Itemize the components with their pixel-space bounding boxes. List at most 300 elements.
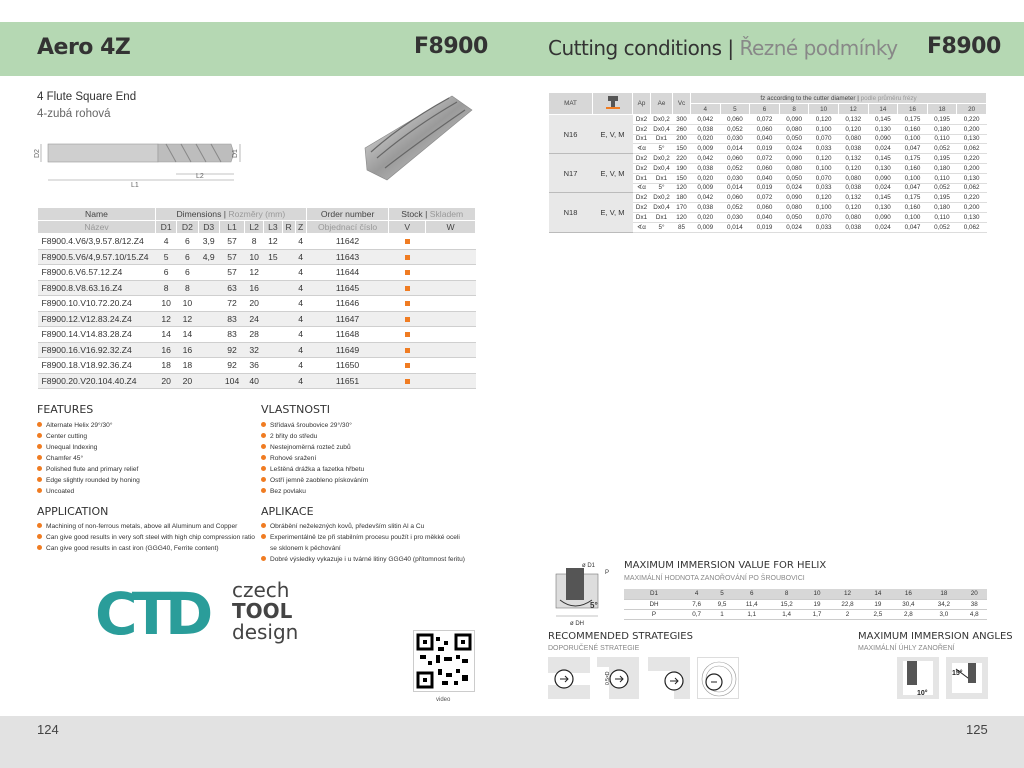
- dim-d3: [198, 373, 219, 389]
- qr-code-icon: [418, 635, 470, 687]
- features-list: [37, 420, 140, 497]
- table-row: [549, 154, 987, 164]
- order-number: 11650: [306, 358, 389, 374]
- dim-d1: 6: [156, 265, 177, 281]
- list-item: Rohové sražení: [261, 453, 368, 464]
- table-row: [38, 327, 476, 343]
- immersion-title: MAXIMUM IMMERSION VALUE FOR HELIX: [624, 560, 827, 571]
- dim-l1: 72: [219, 296, 244, 312]
- table-row: [38, 280, 476, 296]
- stock-w: [426, 342, 476, 358]
- header-order: Order number: [306, 208, 389, 221]
- left-title: Aero 4Z: [37, 35, 131, 60]
- immersion-value: 18: [926, 589, 962, 599]
- ramp-angle-icon: [897, 657, 939, 699]
- col-d2: D2: [177, 221, 198, 234]
- dim-d3: [198, 327, 219, 343]
- ap-value: Dx2: [633, 163, 651, 173]
- fz-value: 0,132: [838, 154, 868, 164]
- diag-dh-label: ø DH: [570, 621, 584, 627]
- dim-l1: 57: [219, 249, 244, 265]
- immersion-value: 2: [830, 609, 866, 619]
- list-item: Center cutting: [37, 431, 140, 442]
- list-item: Nestejnoměrná rozteč zubů: [261, 442, 368, 453]
- ae-value: Dx0,4: [651, 163, 673, 173]
- order-number: 11642: [306, 234, 389, 250]
- list-item: Chamfer 45°: [37, 453, 140, 464]
- fz-value: 0,110: [927, 212, 957, 222]
- dim-z: 4: [295, 249, 306, 265]
- table-row: [38, 296, 476, 312]
- dim-d1: 12: [156, 311, 177, 327]
- dim-d3: 3,9: [198, 234, 219, 250]
- machine-icon: [605, 96, 621, 110]
- dim-d1: 4: [156, 234, 177, 250]
- ap-value: ∢α: [633, 222, 651, 232]
- fz-value: 0,030: [720, 134, 750, 144]
- immersion-label: D1: [624, 589, 684, 599]
- fz-value: 0,100: [809, 124, 839, 134]
- table-row: [549, 115, 987, 125]
- fz-value: 0,050: [779, 173, 809, 183]
- dim-l2: 16: [245, 280, 264, 296]
- fz-value: 0,200: [957, 163, 987, 173]
- stock-v: [389, 234, 426, 250]
- fz-value: 0,009: [691, 144, 721, 154]
- fz-value: 0,100: [898, 212, 928, 222]
- subtitle-en: 4 Flute Square End: [37, 91, 137, 103]
- immersion-value: 1,4: [769, 609, 805, 619]
- fz-value: 0,072: [750, 193, 780, 203]
- dim-d1: 16: [156, 342, 177, 358]
- fz-value: 0,038: [691, 203, 721, 213]
- dim-d2: 6: [177, 265, 198, 281]
- logo-line-tool: TOOL: [232, 599, 293, 623]
- material-group: N17: [549, 154, 593, 193]
- dim-d3: [198, 280, 219, 296]
- col-l2: L2: [245, 221, 264, 234]
- strategy-helical-icon: [698, 658, 740, 700]
- dim-l1: 63: [219, 280, 244, 296]
- table-row: [38, 311, 476, 327]
- col-d1: D1: [156, 221, 177, 234]
- immersion-value: 2,8: [891, 609, 927, 619]
- product-name: F8900.20.V20.104.40.Z4: [38, 373, 156, 389]
- strategy-side-milling: [597, 657, 639, 699]
- stock-w: [426, 296, 476, 312]
- fz-value: 0,120: [809, 115, 839, 125]
- qr-caption: video: [436, 697, 451, 703]
- stock-w: [426, 358, 476, 374]
- fz-value: 0,062: [957, 183, 987, 193]
- fz-value: 0,070: [809, 212, 839, 222]
- stock-w: [426, 327, 476, 343]
- stock-w: [426, 265, 476, 281]
- dim-z: 4: [295, 265, 306, 281]
- list-item: se sklonem k pěchování: [270, 545, 341, 552]
- fz-value: 0,120: [838, 163, 868, 173]
- fz-value: 0,024: [779, 144, 809, 154]
- ap-value: Dx1: [633, 134, 651, 144]
- header-ap: Ap: [633, 93, 651, 115]
- ae-value: 5°: [651, 144, 673, 154]
- table-row: [38, 249, 476, 265]
- dim-z: 4: [295, 234, 306, 250]
- dim-d3: 4,9: [198, 249, 219, 265]
- fz-value: 0,195: [927, 154, 957, 164]
- fz-value: 0,120: [809, 193, 839, 203]
- fz-value: 0,030: [720, 212, 750, 222]
- dim-d2: 14: [177, 327, 198, 343]
- fz-value: 0,090: [779, 193, 809, 203]
- fz-value: 0,024: [779, 183, 809, 193]
- immersion-value: 1: [709, 609, 734, 619]
- product-name: F8900.6.V6.57.12.Z4: [38, 265, 156, 281]
- fz-value: 0,195: [927, 193, 957, 203]
- fz-value: 0,130: [957, 173, 987, 183]
- strategies-title: RECOMMENDED STRATEGIES: [548, 631, 693, 642]
- in-stock-icon: [405, 348, 410, 353]
- dim-l2: 32: [245, 342, 264, 358]
- fz-value: 0,052: [927, 144, 957, 154]
- fz-value: 0,160: [898, 203, 928, 213]
- fz-value: 0,060: [750, 124, 780, 134]
- order-number: 11643: [306, 249, 389, 265]
- header-machine-icon: [593, 93, 633, 115]
- immersion-value: 16: [891, 589, 927, 599]
- fz-value: 0,038: [691, 163, 721, 173]
- stock-v: [389, 373, 426, 389]
- immersion-value: 14: [865, 589, 890, 599]
- qr-code[interactable]: [413, 630, 475, 692]
- dim-d2: 6: [177, 249, 198, 265]
- fz-value: 0,080: [838, 173, 868, 183]
- immersion-value: 7,6: [684, 599, 709, 609]
- vc-value: 85: [673, 222, 691, 232]
- fz-value: 0,024: [868, 183, 898, 193]
- in-stock-icon: [405, 286, 410, 291]
- dim-d2: 18: [177, 358, 198, 374]
- tool-drawing: [36, 132, 246, 190]
- fz-value: 0,014: [720, 222, 750, 232]
- immersion-value: 19: [865, 599, 890, 609]
- immersion-value: 5: [709, 589, 734, 599]
- product-name: F8900.4.V6/3,9.57.8/12.Z4: [38, 234, 156, 250]
- immersion-value: 12: [830, 589, 866, 599]
- aplikace-title: APLIKACE: [261, 505, 314, 518]
- dim-r: [282, 373, 295, 389]
- fz-value: 0,014: [720, 144, 750, 154]
- strategy-slot-icon: [548, 657, 590, 699]
- fz-value: 0,019: [750, 183, 780, 193]
- header-name: Name: [38, 208, 156, 221]
- immersion-value: 22,8: [830, 599, 866, 609]
- ap-value: Dx2: [633, 124, 651, 134]
- stock-w: [426, 249, 476, 265]
- fz-value: 0,145: [868, 193, 898, 203]
- fz-value: 0,080: [838, 134, 868, 144]
- list-item: Alternate Helix 29°/30°: [37, 420, 140, 431]
- fz-value: 0,072: [750, 154, 780, 164]
- immersion-value: 6: [735, 589, 769, 599]
- dim-r: [282, 342, 295, 358]
- header-order-cz: Objednací číslo: [306, 221, 389, 234]
- fz-value: 0,052: [720, 124, 750, 134]
- fz-value: 0,009: [691, 183, 721, 193]
- ap-value: Dx1: [633, 212, 651, 222]
- immersion-value: 2,5: [865, 609, 890, 619]
- stock-v: [389, 311, 426, 327]
- order-number: 11644: [306, 265, 389, 281]
- fz-value: 0,060: [750, 163, 780, 173]
- diameter-header: 5: [720, 104, 750, 115]
- right-product-code: F8900: [927, 34, 1001, 59]
- immersion-value: 34,2: [926, 599, 962, 609]
- logo-text: [232, 580, 298, 643]
- fz-value: 0,100: [809, 203, 839, 213]
- ae-value: 5°: [651, 183, 673, 193]
- fz-value: 0,175: [898, 193, 928, 203]
- dim-r: [282, 327, 295, 343]
- stock-v: [389, 296, 426, 312]
- fz-value: 0,080: [838, 212, 868, 222]
- stock-w: [426, 280, 476, 296]
- l1-label: L1: [131, 182, 139, 189]
- diameter-header: 18: [927, 104, 957, 115]
- immersion-value: 0,7: [684, 609, 709, 619]
- fz-value: 0,200: [957, 124, 987, 134]
- table-row: [38, 373, 476, 389]
- diameter-header: 14: [868, 104, 898, 115]
- dim-d2: 8: [177, 280, 198, 296]
- ae-value: Dx0,2: [651, 154, 673, 164]
- fz-value: 0,130: [868, 203, 898, 213]
- features-title: FEATURES: [37, 403, 94, 416]
- fz-value: 0,220: [957, 193, 987, 203]
- vc-value: 180: [673, 193, 691, 203]
- fz-value: 0,030: [720, 173, 750, 183]
- fz-value: 0,024: [868, 144, 898, 154]
- dim-r: [282, 249, 295, 265]
- in-stock-icon: [405, 379, 410, 384]
- fz-value: 0,033: [809, 183, 839, 193]
- dim-r: [282, 234, 295, 250]
- vc-value: 170: [673, 203, 691, 213]
- immersion-value: 19: [804, 599, 829, 609]
- dim-l2: 12: [245, 265, 264, 281]
- subtitle-cz: 4-zubá rohová: [37, 108, 111, 120]
- dim-l3: [264, 327, 283, 343]
- in-stock-icon: [405, 301, 410, 306]
- angle-a-label: 10°: [917, 690, 928, 697]
- immersion-value: 1,1: [735, 609, 769, 619]
- dim-d3: [198, 265, 219, 281]
- fz-value: 0,090: [779, 115, 809, 125]
- list-item: Machining of non-ferrous metals, above all Aluminum and Copper: [37, 521, 255, 532]
- diameter-header: 20: [957, 104, 987, 115]
- in-stock-icon: [405, 332, 410, 337]
- fz-value: 0,042: [691, 193, 721, 203]
- dim-l3: [264, 280, 283, 296]
- vc-value: 300: [673, 115, 691, 125]
- ae-value: Dx1: [651, 134, 673, 144]
- ae-value: Dx1: [651, 173, 673, 183]
- fz-value: 0,062: [957, 144, 987, 154]
- product-name: F8900.8.V8.63.16.Z4: [38, 280, 156, 296]
- in-stock-icon: [405, 239, 410, 244]
- immersion-value: 4,8: [962, 609, 987, 619]
- fz-value: 0,100: [898, 134, 928, 144]
- fz-value: 0,180: [927, 203, 957, 213]
- diameter-header: 16: [898, 104, 928, 115]
- fz-value: 0,220: [957, 154, 987, 164]
- table-row: [624, 609, 987, 619]
- dim-l2: 8: [245, 234, 264, 250]
- order-number: 11648: [306, 327, 389, 343]
- ae-value: Dx1: [651, 212, 673, 222]
- fz-value: 0,090: [868, 173, 898, 183]
- order-number: 11651: [306, 373, 389, 389]
- fz-value: 0,020: [691, 212, 721, 222]
- fz-value: 0,042: [691, 154, 721, 164]
- list-item: Unequal Indexing: [37, 442, 140, 453]
- fz-value: 0,040: [750, 134, 780, 144]
- dim-l1: 83: [219, 311, 244, 327]
- dim-z: 4: [295, 280, 306, 296]
- dim-d1: 10: [156, 296, 177, 312]
- diameter-header: 10: [809, 104, 839, 115]
- fz-value: 0,080: [779, 163, 809, 173]
- header-nazev: Název: [38, 221, 156, 234]
- page-number-right: 125: [966, 722, 988, 737]
- header-ae: Ae: [651, 93, 673, 115]
- ae-value: 5°: [651, 222, 673, 232]
- dim-r: [282, 358, 295, 374]
- list-item: Uncoated: [37, 486, 140, 497]
- dim-r: [282, 280, 295, 296]
- immersion-value: 15,2: [769, 599, 805, 609]
- vc-value: 150: [673, 144, 691, 154]
- table-row: [624, 599, 987, 609]
- dim-z: 4: [295, 296, 306, 312]
- ap-value: Dx2: [633, 203, 651, 213]
- fz-value: 0,145: [868, 154, 898, 164]
- dim-z: 4: [295, 327, 306, 343]
- ctd-logo: [95, 580, 225, 648]
- table-row: [38, 342, 476, 358]
- col-d3: D3: [198, 221, 219, 234]
- dim-l3: [264, 373, 283, 389]
- fz-value: 0,019: [750, 144, 780, 154]
- angle-b-label: 15°: [952, 670, 963, 677]
- dim-l3: [264, 358, 283, 374]
- stock-v: [389, 342, 426, 358]
- fz-value: 0,038: [838, 222, 868, 232]
- order-number: 11646: [306, 296, 389, 312]
- fz-value: 0,175: [898, 154, 928, 164]
- vc-value: 260: [673, 124, 691, 134]
- immersion-value: 4: [684, 589, 709, 599]
- fz-value: 0,145: [868, 115, 898, 125]
- dim-l3: [264, 311, 283, 327]
- vc-value: 220: [673, 154, 691, 164]
- ae-value: Dx0,4: [651, 124, 673, 134]
- product-name: F8900.5.V6/4,9.57.10/15.Z4: [38, 249, 156, 265]
- fz-value: 0,020: [691, 134, 721, 144]
- immersion-value: 1,7: [804, 609, 829, 619]
- list-item: Bez povlaku: [261, 486, 368, 497]
- dim-l3: [264, 342, 283, 358]
- header-fz: fz according to the cutter diameter | podle průměru frézy: [691, 93, 987, 104]
- fz-value: 0,090: [779, 154, 809, 164]
- immersion-title-cz: MAXIMÁLNÍ HODNOTA ZANOŘOVÁNÍ PO ŠROUBOVICI: [624, 575, 805, 582]
- fz-value: 0,052: [927, 222, 957, 232]
- dim-l3: [264, 296, 283, 312]
- fz-value: 0,130: [957, 212, 987, 222]
- helix-immersion-diagram: [552, 560, 618, 630]
- dim-l1: 92: [219, 342, 244, 358]
- fz-value: 0,020: [691, 173, 721, 183]
- fz-value: 0,180: [927, 124, 957, 134]
- left-product-code: F8900: [414, 34, 488, 59]
- fz-value: 0,120: [838, 124, 868, 134]
- end-mill-image: [357, 88, 477, 188]
- header-dimensions: Dimensions | Rozměry (mm): [156, 208, 307, 221]
- order-number: 11649: [306, 342, 389, 358]
- dim-l2: 40: [245, 373, 264, 389]
- stock-v: [389, 265, 426, 281]
- dim-d3: [198, 311, 219, 327]
- dim-d1: 14: [156, 327, 177, 343]
- immersion-label: DH: [624, 599, 684, 609]
- header-vc: Vc: [673, 93, 691, 115]
- fz-value: 0,132: [838, 193, 868, 203]
- stock-w: [426, 234, 476, 250]
- application-list: [37, 521, 255, 554]
- l2-label: L2: [196, 173, 204, 180]
- fz-value: 0,024: [779, 222, 809, 232]
- fz-value: 0,040: [750, 173, 780, 183]
- diag-angle-label: 5°: [590, 601, 598, 610]
- col-z: Z: [295, 221, 306, 234]
- fz-value: 0,175: [898, 115, 928, 125]
- stock-v: [389, 358, 426, 374]
- fz-value: 0,070: [809, 173, 839, 183]
- order-number: 11647: [306, 311, 389, 327]
- application-title: APPLICATION: [37, 505, 109, 518]
- fz-value: 0,130: [957, 134, 987, 144]
- list-item: Střídavá šroubovice 29°/30°: [261, 420, 368, 431]
- ae-value: Dx0,4: [651, 203, 673, 213]
- fz-value: 0,090: [868, 134, 898, 144]
- dim-d1: 8: [156, 280, 177, 296]
- strategy-side-label: 0,5×D: [605, 671, 611, 685]
- fz-value: 0,033: [809, 144, 839, 154]
- fz-value: 0,090: [868, 212, 898, 222]
- dim-l2: 20: [245, 296, 264, 312]
- immersion-value: 10: [804, 589, 829, 599]
- diag-d1-label: ø D1: [582, 563, 596, 569]
- immersion-table: [624, 589, 987, 620]
- list-item: Can give good results in cast iron (GGG40, Ferrite content): [37, 543, 255, 554]
- stock-v: [389, 280, 426, 296]
- stock-w: [426, 373, 476, 389]
- fz-value: 0,072: [750, 115, 780, 125]
- dim-z: 4: [295, 358, 306, 374]
- angle-box-1: [897, 657, 939, 699]
- table-row: [624, 589, 987, 599]
- vlastnosti-title: VLASTNOSTI: [261, 403, 330, 416]
